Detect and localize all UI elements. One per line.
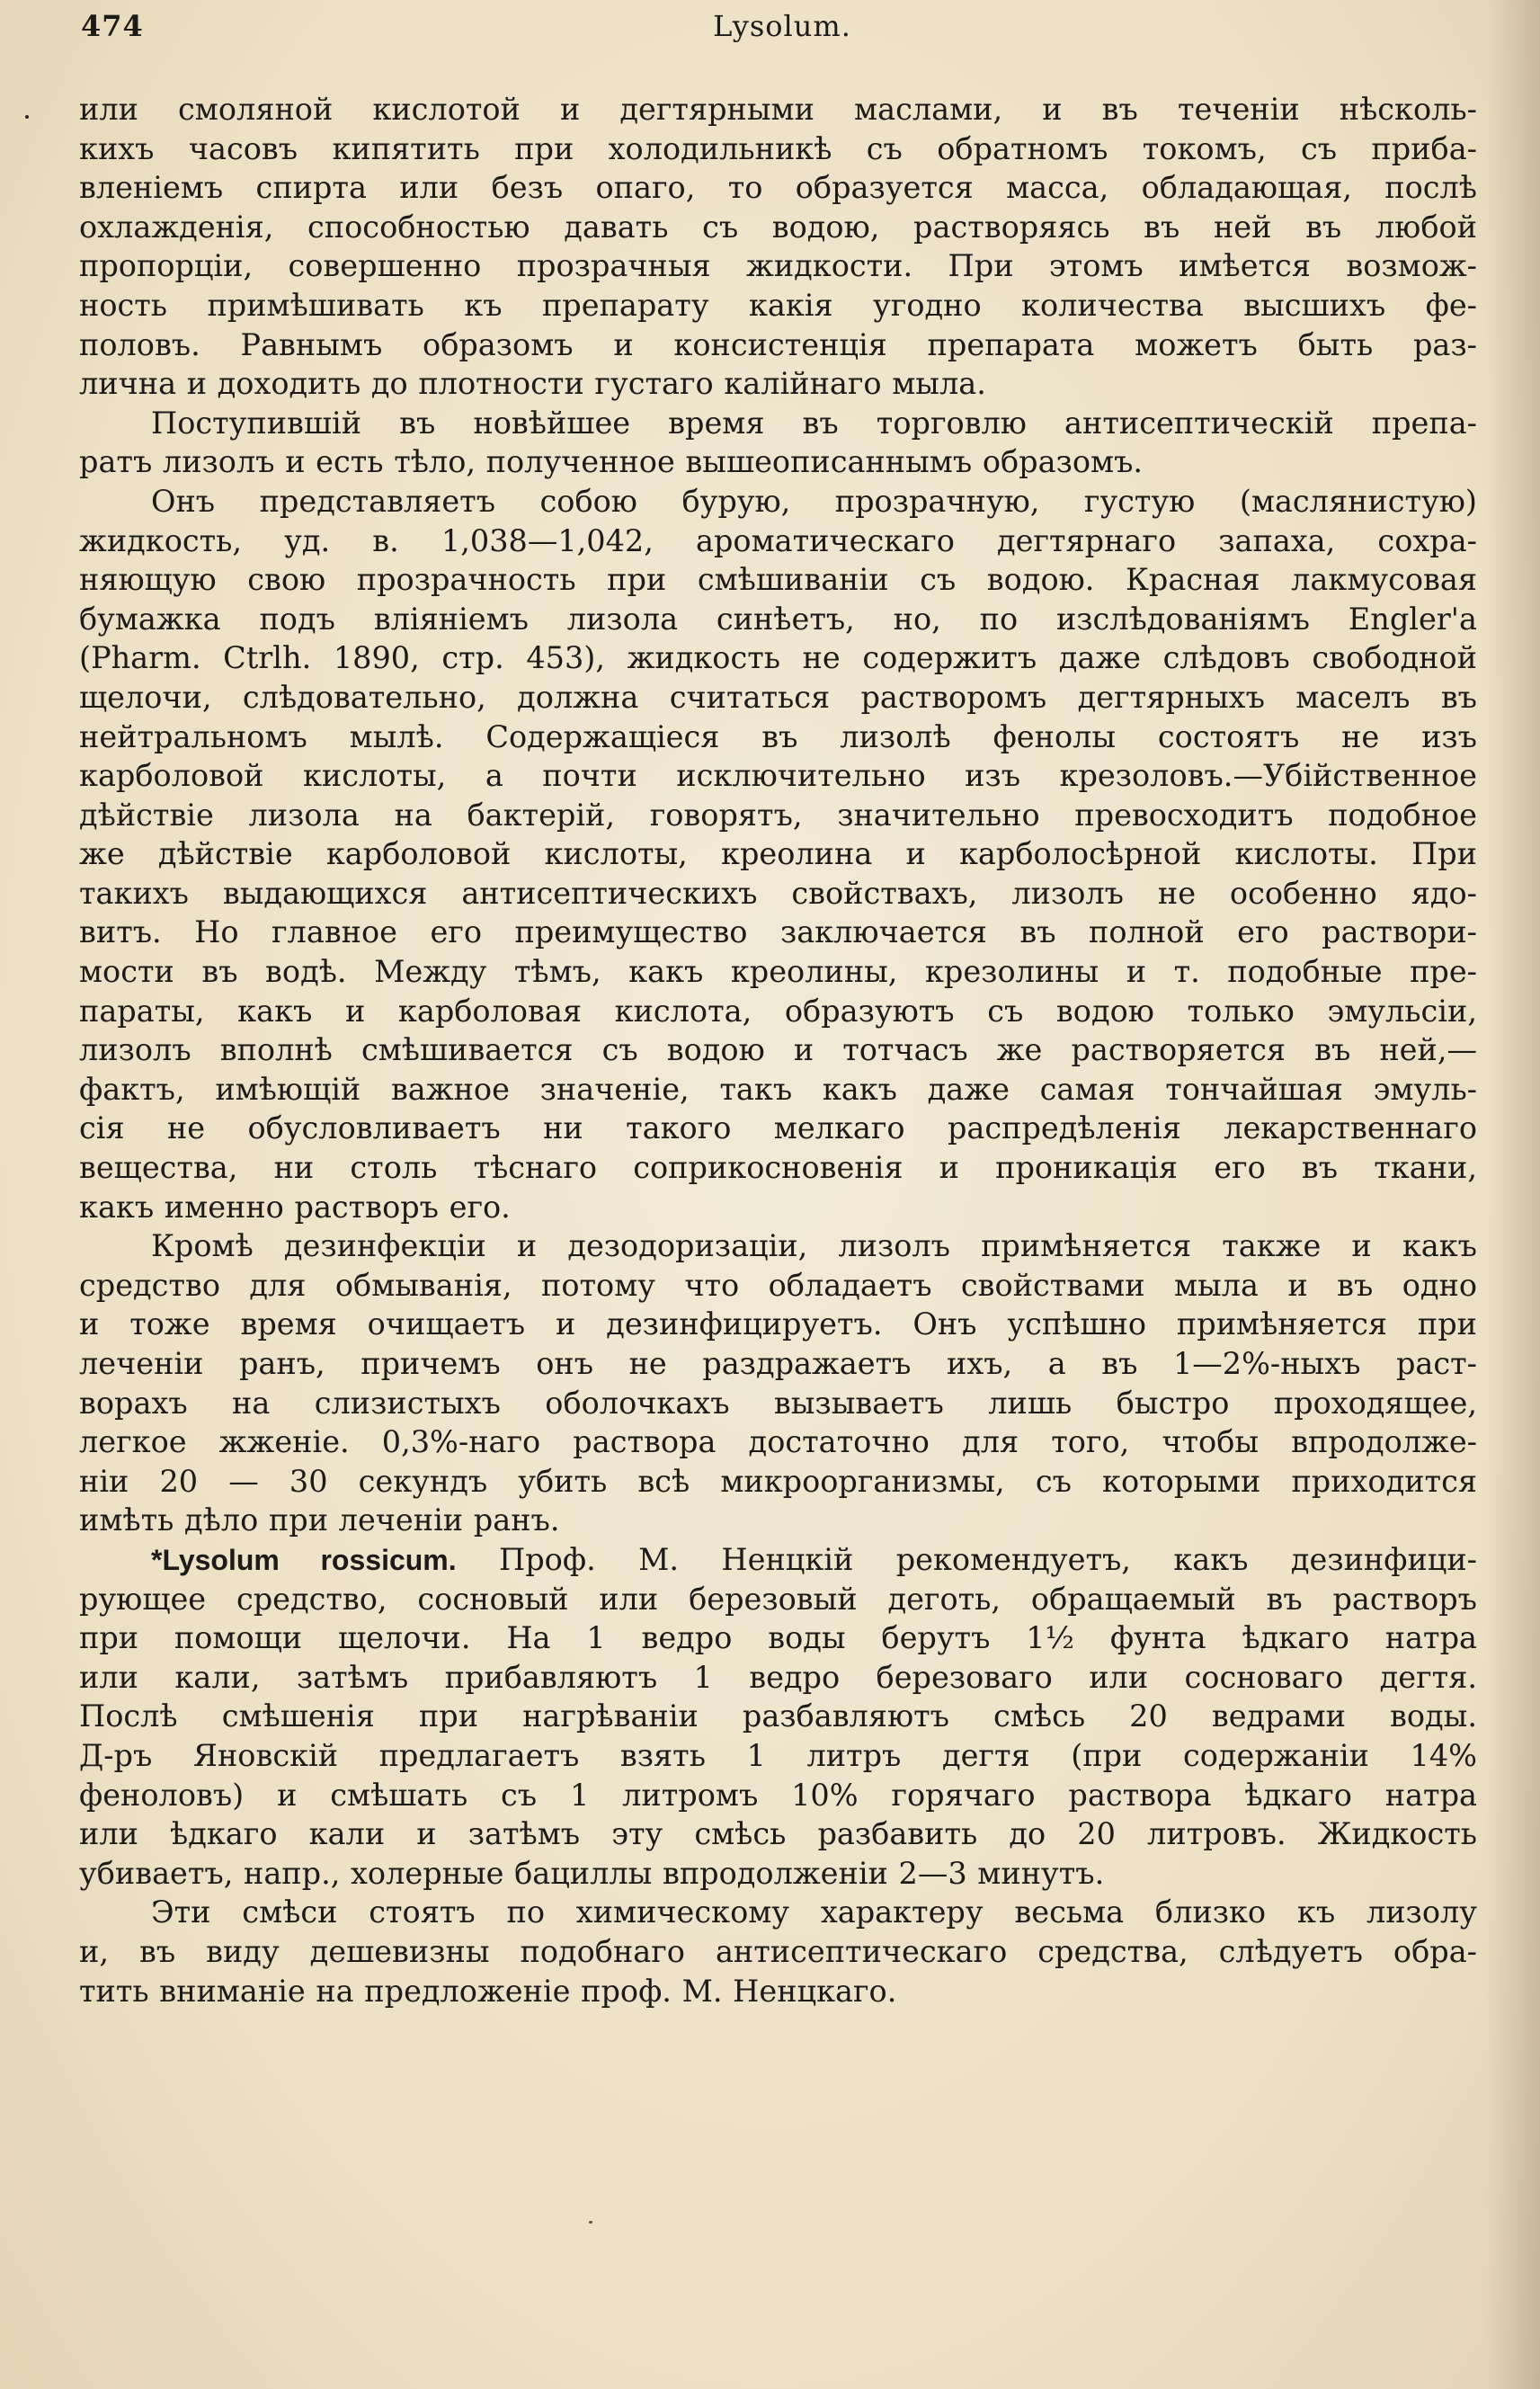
entry-heading-lysolum-rossicum: *Lysolum rossicum. [151, 1543, 457, 1576]
print-speck [589, 2221, 592, 2224]
text-line: леченіи ранъ, причемъ онъ не раздражаетъ ихъ, а въ 1—2%-ныхъ раст- [79, 1346, 1477, 1381]
text-line: и тоже время очищаетъ и дезинфицируетъ. Онъ успѣшно примѣняется при [79, 1306, 1477, 1342]
text-line: вленіемъ спирта или безъ опаго, то образуется масса, обладающая, послѣ [79, 170, 1477, 206]
page-header [81, 9, 1483, 54]
text-line: лична и доходить до плотности густаго калійнаго мыла. [79, 366, 986, 402]
page-number: 474 [81, 9, 144, 43]
text-line: сія не обусловливаетъ ни такого мелкаго распредѣленія лекарственнаго [79, 1110, 1477, 1146]
text-line: карболовой кислоты, а почти исключительно изъ крезоловъ.—Убійственное [79, 758, 1477, 794]
text-line: Д-ръ Яновскій предлагаетъ взять 1 литръ дегтя (при содержаніи 14% [79, 1737, 1477, 1773]
text-line: Эти смѣси стоятъ по химическому характеру весьма близко къ лизолу [151, 1894, 1477, 1930]
text-line: феноловъ) и смѣшать съ 1 литромъ 10% горячаго раствора ѣдкаго натра [79, 1777, 1477, 1813]
text-line: ворахъ на слизистыхъ оболочкахъ вызываетъ лишь быстро проходящее, [79, 1385, 1477, 1421]
text-line: убиваетъ, напр., холерные бациллы впродолженіи 2—3 минутъ. [79, 1855, 1105, 1891]
text-line: или смоляной кислотой и дегтярными маслами, и въ теченіи нѣсколь- [79, 92, 1477, 127]
text-line: мости въ водѣ. Между тѣмъ, какъ креолины, крезолины и т. подобные пре- [79, 954, 1477, 990]
margin-dot [25, 115, 29, 119]
text-line: кихъ часовъ кипятить при холодильникѣ съ обратномъ токомъ, съ приба- [79, 130, 1477, 166]
text-line: ратъ лизолъ и есть тѣло, полученное вышеописаннымъ образомъ. [79, 444, 1144, 480]
text-line: тить вниманіе на предложеніе проф. М. Ненцкаго. [79, 1973, 897, 2009]
text-line: или ѣдкаго кали и затѣмъ эту смѣсь разбавить до 20 литровъ. Жидкость [79, 1816, 1477, 1852]
text-line: жидкость, уд. в. 1,038—1,042, ароматическаго дегтярнаго запаха, сохра- [79, 522, 1477, 558]
text-line: ніи 20 — 30 секундъ убить всѣ микроорганизмы, съ которыми приходится [79, 1463, 1477, 1499]
text-line: рующее средство, сосновый или березовый деготь, обращаемый въ растворъ [79, 1581, 1477, 1617]
text-line: при помощи щелочи. На 1 ведро воды берутъ 1½ фунта ѣдкаго натра [79, 1620, 1477, 1656]
text-line: такихъ выдающихся антисептическихъ свойствахъ, лизолъ не особенно ядо- [79, 875, 1477, 911]
text-line: половъ. Равнымъ образомъ и консистенція препарата можетъ быть раз- [79, 326, 1477, 362]
text-line: средство для обмыванія, потому что обладаетъ свойствами мыла и въ одно [79, 1267, 1477, 1303]
text-line: легкое жженіе. 0,3%-наго раствора достаточно для того, чтобы впродолже- [79, 1424, 1477, 1460]
text-line: параты, какъ и карболовая кислота, образуютъ съ водою только эмульсіи, [79, 993, 1477, 1029]
text-line: Кромѣ дезинфекціи и дезодоризаціи, лизолъ примѣняется также и какъ [151, 1228, 1477, 1264]
text-line: Онъ представляетъ собою бурую, прозрачную, густую (маслянистую) [151, 483, 1477, 519]
text-line: охлажденія, способностью давать съ водою, растворяясь въ ней въ любой [79, 209, 1477, 245]
text-line: и, въ виду дешевизны подобнаго антисептическаго средства, слѣдуетъ обра- [79, 1933, 1477, 1969]
text-line: какъ именно растворъ его. [79, 1189, 511, 1225]
text-line: имѣть дѣло при леченіи ранъ. [79, 1502, 560, 1538]
text-line: или кали, затѣмъ прибавляютъ 1 ведро березоваго или сосноваго дегтя. [79, 1659, 1477, 1695]
text-line: вещества, ни столь тѣснаго соприкосновенія и проникація его въ ткани, [79, 1150, 1477, 1186]
text-line: ность примѣшивать къ препарату какія угодно количества высшихъ фе- [79, 287, 1477, 323]
text-line: щелочи, слѣдовательно, должна считаться растворомъ дегтярныхъ маселъ въ [79, 679, 1477, 715]
text-line: няющую свою прозрачность при смѣшиваніи съ водою. Красная лакмусовая [79, 562, 1477, 598]
text-line: Поступившій въ новѣйшее время въ торговлю антисептическій препа- [151, 405, 1477, 441]
text-line: витъ. Но главное его преимущество заключается въ полной его раствори- [79, 914, 1477, 950]
body-text [79, 90, 1477, 2010]
entry-heading-continuation: Проф. М. Ненцкій рекомендуетъ, какъ дезинфици- [456, 1541, 1477, 1577]
text-line: же дѣйствіе карболовой кислоты, креолина и карболосѣрной кислоты. При [79, 836, 1477, 872]
text-line: лизолъ вполнѣ смѣшивается съ водою и тотчасъ же растворяется въ ней,— [79, 1032, 1477, 1068]
text-line: (Pharm. Ctrlh. 1890, стр. 453), жидкость не содержитъ даже слѣдовъ свободной [79, 640, 1477, 676]
paragraph-line-lysolum-rossicum [79, 1540, 1477, 1580]
text-line: дѣйствіе лизола на бактерій, говорятъ, значительно превосходитъ подобное [79, 797, 1477, 833]
text-line: фактъ, имѣющій важное значеніе, такъ какъ даже самая тончайшая эмуль- [79, 1071, 1477, 1107]
running-title: Lysolum. [713, 9, 851, 43]
page-edge-shadow [1486, 0, 1540, 2389]
text-line: бумажка подъ вліяніемъ лизола синѣетъ, но, по изслѣдованіямъ Engler'a [79, 601, 1477, 637]
text-line: Послѣ смѣшенія при нагрѣваніи разбавляютъ смѣсь 20 ведрами воды. [79, 1698, 1477, 1734]
text-line: нейтральномъ мылѣ. Содержащіеся въ лизолѣ фенолы состоятъ не изъ [79, 718, 1477, 754]
text-line: пропорціи, совершенно прозрачныя жидкости. При этомъ имѣется возмож- [79, 248, 1477, 284]
